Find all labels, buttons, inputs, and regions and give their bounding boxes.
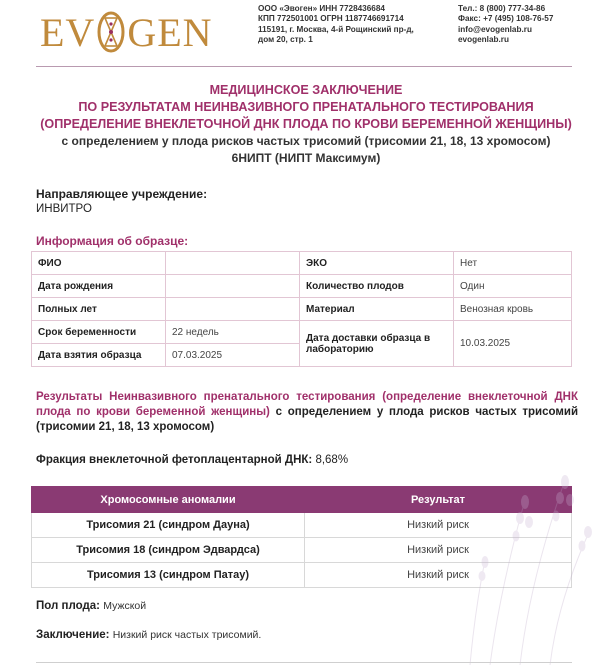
anomaly-cell: Трисомия 13 (синдром Патау) [32, 563, 305, 588]
phone-line: Тел.: 8 (800) 777-34-86 [458, 4, 546, 13]
title-line-1: МЕДИЦИНСКОЕ ЗАКЛЮЧЕНИЕ [209, 83, 403, 97]
title-line-2: ПО РЕЗУЛЬТАТАМ НЕИНВАЗИВНОГО ПРЕНАТАЛЬНОГО ТЕСТИРОВАНИЯ [78, 100, 534, 114]
fax-line: Факс: +7 (495) 108-76-57 [458, 14, 554, 24]
sample-date-value: 07.03.2025 [166, 344, 300, 367]
fetal-sex [36, 600, 146, 612]
table-row [32, 252, 572, 275]
fetus-count-value: Один [454, 275, 572, 298]
company-details [258, 4, 448, 46]
table-row [32, 298, 572, 321]
results-intro-rest: с определением у плода рисков частых трисомий (трисомии 21, 18, 13 хромосом) [36, 406, 579, 433]
result-cell: Низкий риск [305, 538, 572, 563]
full-name-value [166, 252, 300, 275]
logo-text-right: GEN [127, 9, 213, 55]
fetal-fraction-label: Фракция внеклеточной фетоплацентарной ДНК: [36, 454, 313, 466]
lavender-decoration-icon [430, 440, 600, 665]
ivf-value: Нет [454, 252, 572, 275]
company-line: дом 20, стр. 1 [258, 35, 313, 45]
sample-section-title: Информация об образце: [36, 234, 189, 248]
footer-divider [36, 662, 572, 663]
sample-date-label: Дата взятия образца [32, 344, 166, 367]
result-cell: Низкий риск [305, 563, 572, 588]
logo-text-left: EV [40, 9, 96, 55]
birth-date-label: Дата рождения [32, 275, 166, 298]
company-line: ООО «Эвоген» ИНН 7728436684 [258, 4, 385, 13]
contact-details [458, 4, 598, 46]
evogen-logo [40, 8, 213, 56]
sample-info-table [31, 251, 572, 367]
table-row [32, 321, 572, 344]
fetus-count-label: Количество плодов [300, 275, 454, 298]
company-line: 115191, г. Москва, 4-й Рощинский пр-д, [258, 24, 414, 34]
referral-label: Направляющее учреждение: [36, 187, 208, 201]
delivery-date-label: Дата доставки образца в лабораторию [300, 321, 454, 367]
referral-value: ИНВИТРО [36, 203, 92, 215]
conclusion [36, 629, 261, 641]
results-intro [36, 390, 578, 435]
website-link[interactable]: evogenlab.ru [458, 35, 509, 45]
fetal-fraction-value: 8,68% [315, 454, 349, 466]
title-line-3: (ОПРЕДЕЛЕНИЕ ВНЕКЛЕТОЧНОЙ ДНК ПЛОДА ПО КРОВИ БЕРЕМЕННОЙ ЖЕНЩИНЫ) [40, 117, 572, 131]
delivery-date-value: 10.03.2025 [454, 321, 572, 367]
ivf-label: ЭКО [300, 252, 454, 275]
result-cell: Низкий риск [305, 513, 572, 538]
title-line-4: с определением у плода рисков частых трисомий (трисомии 21, 18, 13 хромосом) [61, 134, 551, 148]
age-value [166, 298, 300, 321]
table-row [32, 275, 572, 298]
company-line: КПП 772501001 ОГРН 1187746691714 [258, 14, 404, 24]
birth-date-value [166, 275, 300, 298]
anomalies-column-header: Хромосомные аномалии [32, 487, 305, 513]
anomaly-cell: Трисомия 18 (синдром Эдвардса) [32, 538, 305, 563]
title-line-5: 6НИПТ (НИПТ Максимум) [231, 151, 381, 165]
result-column-header: Результат [305, 487, 572, 513]
hourglass-emblem-icon [96, 10, 126, 54]
material-label: Материал [300, 298, 454, 321]
fetal-fraction [36, 454, 348, 466]
fetal-sex-value: Мужской [103, 600, 147, 612]
full-name-label: ФИО [32, 252, 166, 275]
conclusion-value: Низкий риск частых трисомий. [112, 629, 262, 641]
fetal-sex-label: Пол плода: [36, 600, 101, 612]
gestation-value: 22 недель [166, 321, 300, 344]
age-label: Полных лет [32, 298, 166, 321]
email-link[interactable]: info@evogenlab.ru [458, 24, 532, 34]
header-divider [36, 66, 572, 67]
conclusion-label: Заключение: [36, 629, 110, 641]
results-intro-highlight: Результаты Неинвазивного пренатального тестирования (определение внеклеточной ДНК плода по крови беременной женщины) [36, 391, 578, 418]
anomaly-cell: Трисомия 21 (синдром Дауна) [32, 513, 305, 538]
material-value: Венозная кровь [454, 298, 572, 321]
document-title [20, 82, 592, 167]
gestation-label: Срок беременности [32, 321, 166, 344]
